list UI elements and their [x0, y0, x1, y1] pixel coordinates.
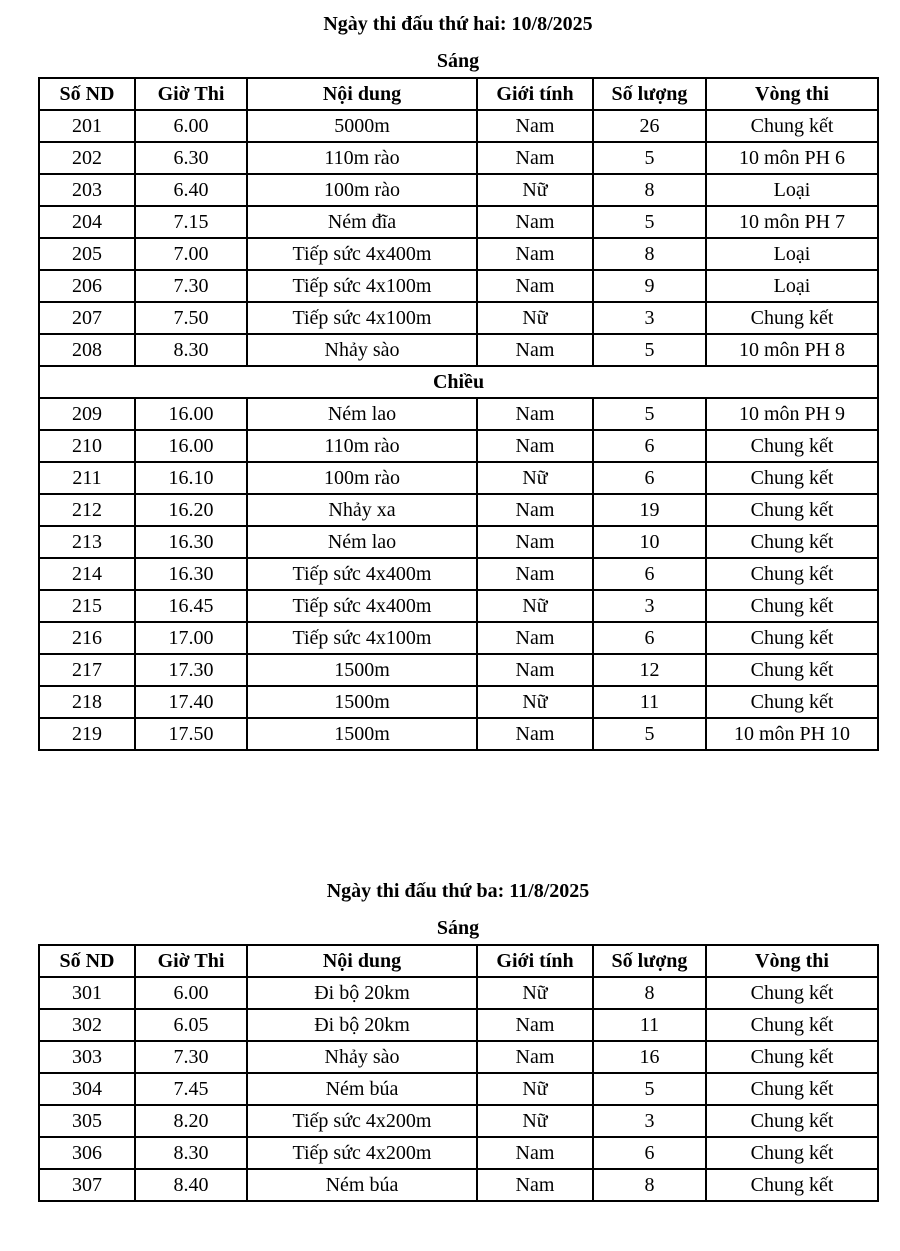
cell-time: 8.20	[135, 1105, 247, 1137]
cell-round: Chung kết	[706, 1137, 878, 1169]
cell-round: Chung kết	[706, 1105, 878, 1137]
day2-title: Ngày thi đấu thứ ba: 11/8/2025	[326, 880, 590, 902]
cell-time: 6.00	[135, 110, 247, 142]
cell-time: 16.30	[135, 526, 247, 558]
cell-time: 16.00	[135, 398, 247, 430]
table-row	[39, 1073, 878, 1105]
cell-time: 8.30	[135, 334, 247, 366]
table-row	[39, 334, 878, 366]
cell-gender: Nam	[477, 558, 593, 590]
cell-round: Chung kết	[706, 590, 878, 622]
table-row	[39, 494, 878, 526]
cell-gender: Nam	[477, 142, 593, 174]
cell-gender: Nữ	[477, 977, 593, 1009]
cell-round: Chung kết	[706, 302, 878, 334]
cell-time: 16.20	[135, 494, 247, 526]
cell-event: 1500m	[247, 718, 477, 750]
col-header-time: Giờ Thi	[135, 78, 247, 110]
cell-round: Chung kết	[706, 977, 878, 1009]
col-header-event-no: Số ND	[39, 945, 135, 977]
cell-gender: Nữ	[477, 1073, 593, 1105]
cell-round: Chung kết	[706, 430, 878, 462]
cell-time: 17.40	[135, 686, 247, 718]
table-row	[39, 590, 878, 622]
cell-time: 16.10	[135, 462, 247, 494]
table-row	[39, 1137, 878, 1169]
table-row	[39, 398, 878, 430]
cell-count: 5	[593, 142, 706, 174]
cell-event: Đi bộ 20km	[247, 1009, 477, 1041]
cell-event-no: 210	[39, 430, 135, 462]
cell-round: 10 môn PH 10	[706, 718, 878, 750]
table-row	[39, 462, 878, 494]
cell-event-no: 208	[39, 334, 135, 366]
col-header-event-no: Số ND	[39, 78, 135, 110]
cell-event-no: 307	[39, 1169, 135, 1201]
cell-event: 1500m	[247, 686, 477, 718]
cell-event-no: 306	[39, 1137, 135, 1169]
cell-count: 9	[593, 270, 706, 302]
col-header-time: Giờ Thi	[135, 945, 247, 977]
cell-round: Loại	[706, 270, 878, 302]
cell-gender: Nam	[477, 398, 593, 430]
cell-event: Ném búa	[247, 1169, 477, 1201]
cell-round: Chung kết	[706, 1073, 878, 1105]
cell-event-no: 203	[39, 174, 135, 206]
cell-event: 5000m	[247, 110, 477, 142]
cell-time: 7.30	[135, 1041, 247, 1073]
cell-count: 6	[593, 462, 706, 494]
col-header-event: Nội dung	[247, 945, 477, 977]
cell-event: Tiếp sức 4x100m	[247, 270, 477, 302]
cell-time: 7.15	[135, 206, 247, 238]
cell-count: 5	[593, 206, 706, 238]
cell-count: 3	[593, 302, 706, 334]
cell-time: 17.50	[135, 718, 247, 750]
cell-gender: Nữ	[477, 590, 593, 622]
cell-gender: Nam	[477, 430, 593, 462]
cell-time: 16.00	[135, 430, 247, 462]
cell-event: 110m rào	[247, 430, 477, 462]
table-header-row	[39, 945, 878, 977]
cell-round: Chung kết	[706, 558, 878, 590]
table-row	[39, 174, 878, 206]
cell-round: Chung kết	[706, 462, 878, 494]
table-row	[39, 1169, 878, 1201]
cell-count: 11	[593, 686, 706, 718]
cell-event-no: 207	[39, 302, 135, 334]
table-row	[39, 718, 878, 750]
cell-event: Ném lao	[247, 398, 477, 430]
cell-time: 7.45	[135, 1073, 247, 1105]
cell-round: Loại	[706, 238, 878, 270]
col-header-count: Số lượng	[593, 78, 706, 110]
table-row	[39, 622, 878, 654]
cell-event: Nhảy sào	[247, 334, 477, 366]
table-row	[39, 238, 878, 270]
cell-count: 6	[593, 558, 706, 590]
cell-event: Tiếp sức 4x100m	[247, 622, 477, 654]
cell-count: 10	[593, 526, 706, 558]
cell-time: 6.40	[135, 174, 247, 206]
cell-gender: Nam	[477, 110, 593, 142]
cell-round: Loại	[706, 174, 878, 206]
cell-event-no: 215	[39, 590, 135, 622]
session-row-afternoon	[39, 366, 878, 398]
table-row	[39, 1105, 878, 1137]
cell-gender: Nam	[477, 718, 593, 750]
cell-count: 5	[593, 334, 706, 366]
cell-event: Tiếp sức 4x100m	[247, 302, 477, 334]
cell-event: Nhảy xa	[247, 494, 477, 526]
table-row	[39, 1041, 878, 1073]
cell-gender: Nam	[477, 1137, 593, 1169]
cell-count: 6	[593, 622, 706, 654]
cell-event: Ném lao	[247, 526, 477, 558]
cell-time: 16.30	[135, 558, 247, 590]
cell-round: Chung kết	[706, 1009, 878, 1041]
cell-event-no: 219	[39, 718, 135, 750]
cell-gender: Nam	[477, 1009, 593, 1041]
cell-count: 8	[593, 174, 706, 206]
col-header-event: Nội dung	[247, 78, 477, 110]
col-header-round: Vòng thi	[706, 78, 878, 110]
table-row	[39, 270, 878, 302]
cell-time: 17.00	[135, 622, 247, 654]
cell-gender: Nữ	[477, 302, 593, 334]
day1-title: Ngày thi đấu thứ hai: 10/8/2025	[323, 13, 593, 35]
cell-gender: Nam	[477, 1041, 593, 1073]
cell-event-no: 217	[39, 654, 135, 686]
cell-event-no: 206	[39, 270, 135, 302]
cell-round: Chung kết	[706, 526, 878, 558]
table-header-row	[39, 78, 878, 110]
cell-gender: Nữ	[477, 462, 593, 494]
cell-time: 7.50	[135, 302, 247, 334]
table-row	[39, 302, 878, 334]
cell-gender: Nữ	[477, 1105, 593, 1137]
cell-gender: Nữ	[477, 174, 593, 206]
cell-event-no: 202	[39, 142, 135, 174]
table-row	[39, 110, 878, 142]
cell-gender: Nam	[477, 206, 593, 238]
cell-event: Tiếp sức 4x200m	[247, 1105, 477, 1137]
day1-morning-label: Sáng	[436, 50, 480, 72]
col-header-round: Vòng thi	[706, 945, 878, 977]
cell-event: Tiếp sức 4x400m	[247, 590, 477, 622]
cell-round: Chung kết	[706, 622, 878, 654]
cell-time: 16.45	[135, 590, 247, 622]
cell-count: 6	[593, 430, 706, 462]
cell-event-no: 213	[39, 526, 135, 558]
cell-event: 100m rào	[247, 174, 477, 206]
cell-time: 8.30	[135, 1137, 247, 1169]
cell-gender: Nam	[477, 494, 593, 526]
cell-count: 5	[593, 398, 706, 430]
table-row	[39, 526, 878, 558]
day2-schedule-table	[38, 944, 879, 1202]
cell-event: Tiếp sức 4x200m	[247, 1137, 477, 1169]
cell-round: Chung kết	[706, 686, 878, 718]
table-row	[39, 654, 878, 686]
cell-time: 6.30	[135, 142, 247, 174]
cell-gender: Nam	[477, 654, 593, 686]
cell-gender: Nam	[477, 622, 593, 654]
cell-time: 8.40	[135, 1169, 247, 1201]
cell-time: 6.05	[135, 1009, 247, 1041]
table-row	[39, 558, 878, 590]
cell-count: 16	[593, 1041, 706, 1073]
cell-event: Tiếp sức 4x400m	[247, 558, 477, 590]
cell-event-no: 216	[39, 622, 135, 654]
cell-round: Chung kết	[706, 1041, 878, 1073]
table-row	[39, 206, 878, 238]
day1-afternoon-label: Chiều	[39, 366, 878, 398]
cell-event-no: 218	[39, 686, 135, 718]
day2-morning-label: Sáng	[436, 917, 480, 939]
cell-count: 8	[593, 1169, 706, 1201]
cell-gender: Nam	[477, 1169, 593, 1201]
cell-event: Ném đĩa	[247, 206, 477, 238]
cell-event: Ném búa	[247, 1073, 477, 1105]
cell-count: 19	[593, 494, 706, 526]
col-header-gender: Giới tính	[477, 945, 593, 977]
cell-count: 12	[593, 654, 706, 686]
cell-event-no: 205	[39, 238, 135, 270]
cell-event-no: 204	[39, 206, 135, 238]
cell-round: 10 môn PH 9	[706, 398, 878, 430]
cell-event: 100m rào	[247, 462, 477, 494]
cell-event-no: 212	[39, 494, 135, 526]
table-row	[39, 977, 878, 1009]
cell-event: Tiếp sức 4x400m	[247, 238, 477, 270]
cell-time: 7.00	[135, 238, 247, 270]
cell-gender: Nữ	[477, 686, 593, 718]
cell-round: Chung kết	[706, 110, 878, 142]
table-row	[39, 430, 878, 462]
cell-round: 10 môn PH 7	[706, 206, 878, 238]
cell-event: Nhảy sào	[247, 1041, 477, 1073]
cell-count: 5	[593, 1073, 706, 1105]
cell-event: 110m rào	[247, 142, 477, 174]
cell-gender: Nam	[477, 334, 593, 366]
cell-event-no: 302	[39, 1009, 135, 1041]
cell-count: 6	[593, 1137, 706, 1169]
cell-event-no: 305	[39, 1105, 135, 1137]
cell-gender: Nam	[477, 270, 593, 302]
col-header-count: Số lượng	[593, 945, 706, 977]
table-row	[39, 1009, 878, 1041]
cell-time: 6.00	[135, 977, 247, 1009]
day1-schedule-table	[38, 77, 879, 751]
cell-count: 3	[593, 590, 706, 622]
cell-event-no: 301	[39, 977, 135, 1009]
cell-round: Chung kết	[706, 654, 878, 686]
cell-event-no: 201	[39, 110, 135, 142]
cell-count: 8	[593, 977, 706, 1009]
cell-gender: Nam	[477, 238, 593, 270]
table-row	[39, 686, 878, 718]
cell-round: Chung kết	[706, 494, 878, 526]
cell-event: 1500m	[247, 654, 477, 686]
cell-round: 10 môn PH 8	[706, 334, 878, 366]
cell-event: Đi bộ 20km	[247, 977, 477, 1009]
table-row	[39, 142, 878, 174]
cell-event-no: 214	[39, 558, 135, 590]
col-header-gender: Giới tính	[477, 78, 593, 110]
cell-event-no: 303	[39, 1041, 135, 1073]
cell-round: Chung kết	[706, 1169, 878, 1201]
cell-count: 3	[593, 1105, 706, 1137]
cell-gender: Nam	[477, 526, 593, 558]
cell-count: 11	[593, 1009, 706, 1041]
cell-event-no: 211	[39, 462, 135, 494]
cell-count: 8	[593, 238, 706, 270]
cell-time: 7.30	[135, 270, 247, 302]
cell-event-no: 209	[39, 398, 135, 430]
cell-count: 5	[593, 718, 706, 750]
cell-time: 17.30	[135, 654, 247, 686]
cell-event-no: 304	[39, 1073, 135, 1105]
cell-count: 26	[593, 110, 706, 142]
cell-round: 10 môn PH 6	[706, 142, 878, 174]
